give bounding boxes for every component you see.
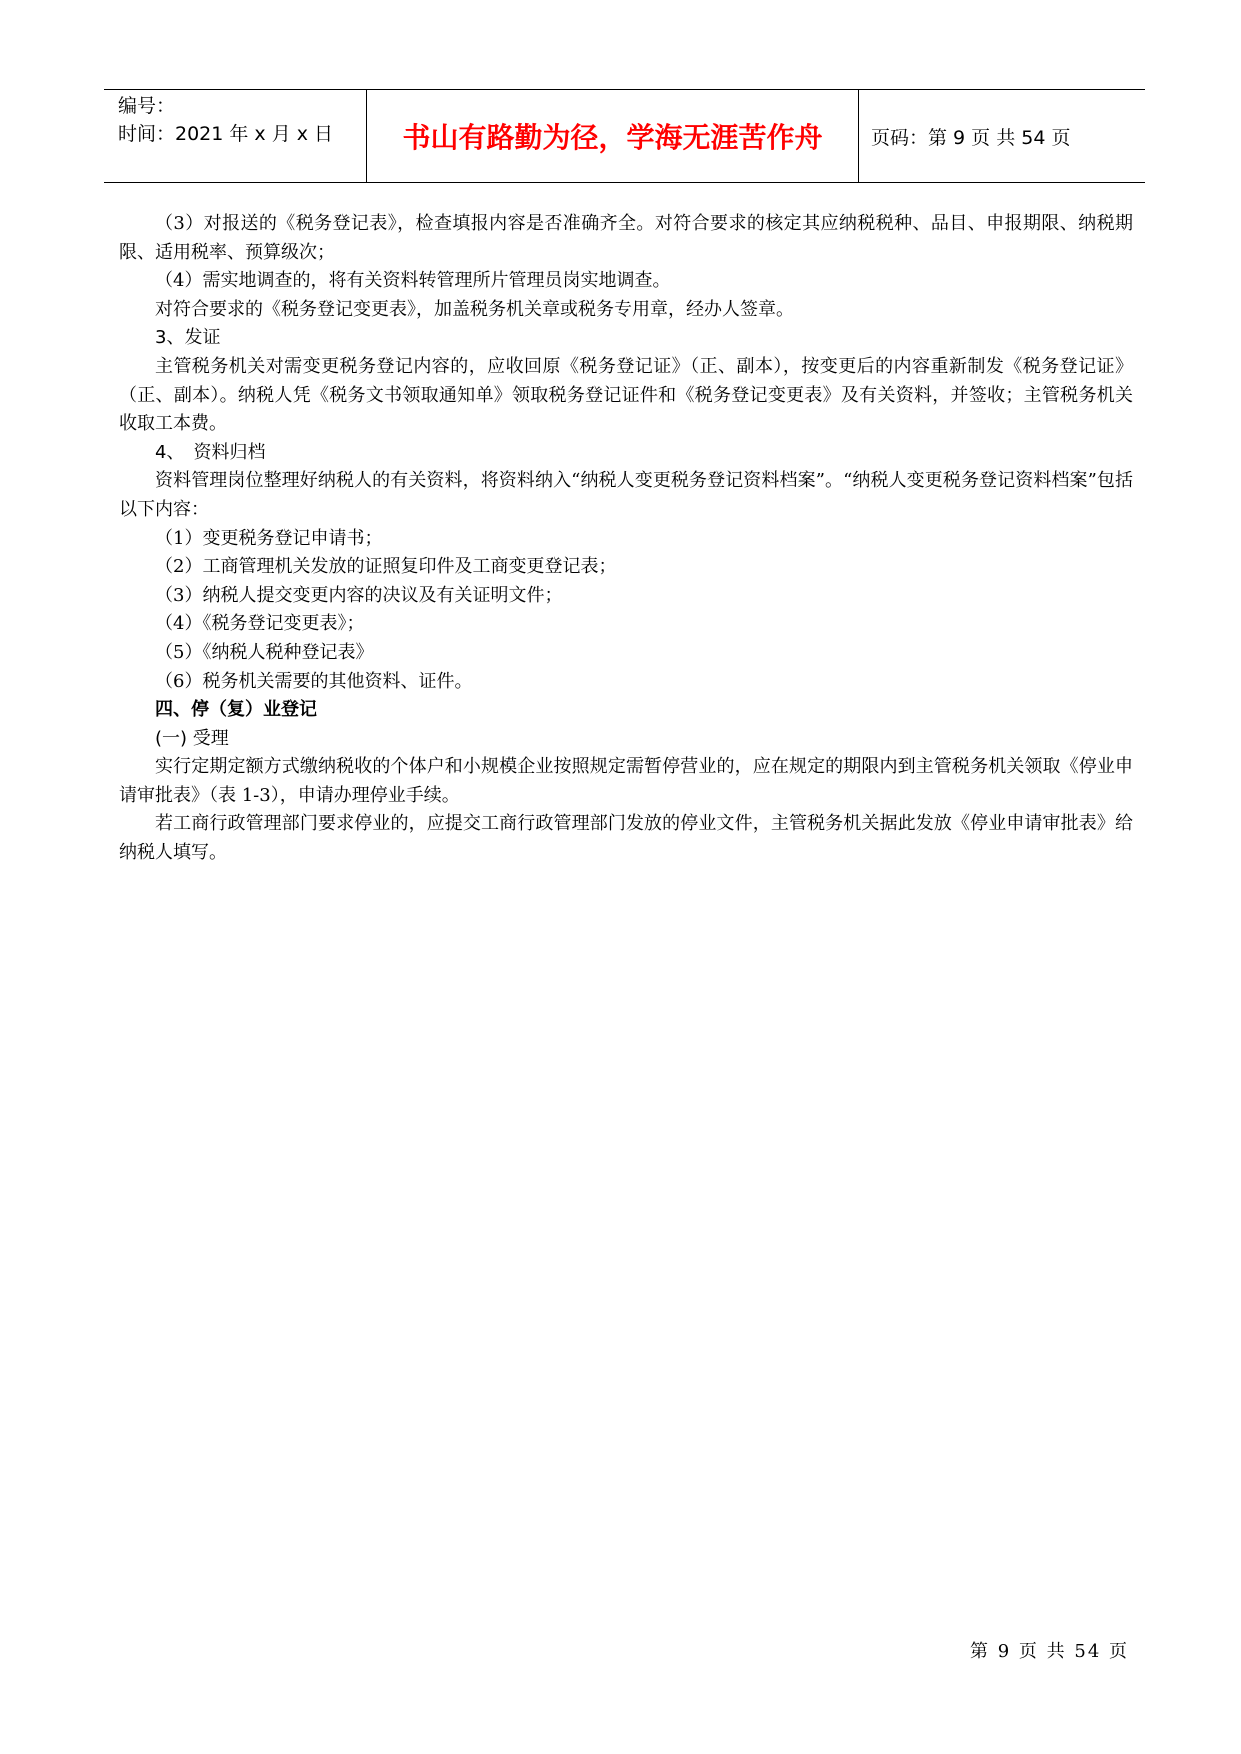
header-motto: 书山有路勤为径，学海无涯苦作舟 (367, 90, 859, 182)
document-body (119, 210, 1133, 868)
paragraph: （4）需实地调查的，将有关资料转管理所片管理员岗实地调查。 (155, 270, 671, 292)
subheading-archive: 4、 资料归档 (155, 441, 266, 463)
paragraph: 主管税务机关对需变更税务登记内容的，应收回原《税务登记证》（正、副本），按变更后的内容重新制发《税务登记证》（正、副本）。纳税人凭《税务文书领取通知单》领取税务登记证件和《税务登记变更表》及有关资料，并签收；主管税务机关收取工本费。 (119, 355, 1133, 435)
list-item: （2）工商管理机关发放的证照复印件及工商变更登记表； (155, 556, 617, 578)
paragraph: 资料管理岗位整理好纳税人的有关资料，将资料纳入“纳税人变更税务登记资料档案”。“纳税人变更税务登记资料档案”包括以下内容： (119, 470, 1133, 520)
subsection-heading: (一) 受理 (155, 727, 229, 749)
list-item: （1）变更税务登记申请书； (155, 527, 383, 549)
document-time-label: 时间：2021 年 x 月 x 日 (118, 123, 334, 145)
list-item: （6）税务机关需要的其他资料、证件。 (155, 670, 473, 692)
header-meta (104, 90, 367, 182)
subheading-issue-certificate: 3、发证 (155, 327, 221, 349)
list-item: （4）《税务登记变更表》； (155, 613, 365, 635)
paragraph: （3）对报送的《税务登记表》，检查填报内容是否准确齐全。对符合要求的核定其应纳税税种、品目、申报期限、纳税期限、适用税率、预算级次； (119, 213, 1133, 263)
paragraph: 实行定期定额方式缴纳税收的个体户和小规模企业按照规定需暂停营业的，应在规定的期限内到主管税务机关领取《停业申请审批表》（表 1-3），申请办理停业手续。 (119, 756, 1133, 806)
section-heading: 四、停（复）业登记 (155, 699, 317, 721)
page-footer: 第 9 页 共 54 页 (970, 1641, 1129, 1662)
document-number-label: 编号： (118, 95, 176, 117)
header-page-info: 页码：第 9 页 共 54 页 (871, 126, 1071, 149)
paragraph: 若工商行政管理部门要求停业的，应提交工商行政管理部门发放的停业文件，主管税务机关据此发放《停业申请审批表》给纳税人填写。 (119, 813, 1133, 864)
paragraph: 对符合要求的《税务登记变更表》，加盖税务机关章或税务专用章，经办人签章。 (155, 298, 794, 320)
list-item: （5）《纳税人税种登记表》 (155, 641, 374, 663)
list-item: （3）纳税人提交变更内容的决议及有关证明文件； (155, 584, 563, 606)
page-header (104, 89, 1145, 183)
